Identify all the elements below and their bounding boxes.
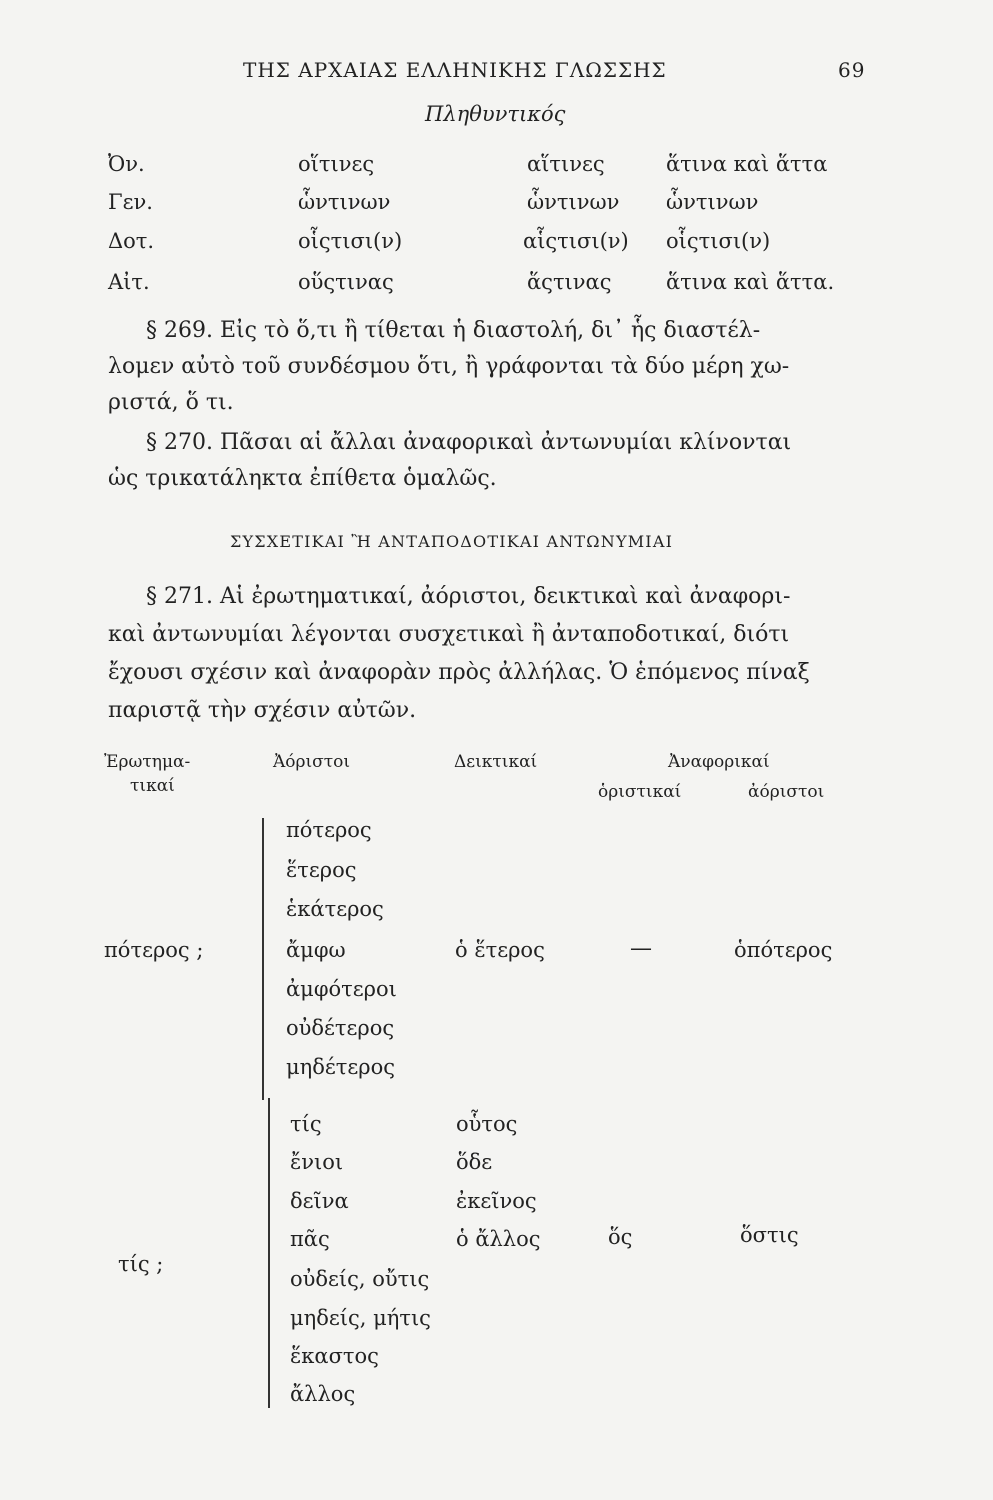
indefinite-form: πᾶς [290,1227,330,1251]
relative-indefinite-form: ὅστις [740,1223,799,1247]
case-label: Ὀν. [108,152,145,176]
interrogative-form: τίς ; [118,1252,164,1276]
indefinite-form: ἕτερος [286,858,357,882]
paragraph-269-line: § 269. Εἰς τὸ ὅ,τι ἢ τίθεται ἡ διαστολή, δι᾽ ἧς διαστέλ- [146,318,761,343]
masculine-form: οἵτινες [298,152,375,176]
column-header-interrogative-cont: τικαί [130,776,175,796]
case-label: Αἰτ. [108,270,150,294]
neuter-form: ἅτινα καὶ ἅττα [666,152,828,176]
indefinite-form: τίς [290,1112,322,1136]
indefinite-form: ἀμφότεροι [286,977,397,1001]
running-title: ΤΗΣ ΑΡΧΑΙΑΣ ΕΛΛΗΝΙΚΗΣ ΓΛΩΣΣΗΣ [243,58,667,82]
column-header-relative-indefinite: ἀόριστοι [748,782,825,802]
group-brace [268,1098,270,1408]
feminine-form: ἅςτινας [527,270,612,294]
paragraph-271-line: παριστᾷ τὴν σχέσιν αὐτῶν. [108,698,417,723]
section-title: ΣΥΣΧΕΤΙΚΑΙ Ἢ ΑΝΤΑΠΟΔΟΤΙΚΑΙ ΑΝΤΩΝΥΜΙΑΙ [230,532,674,551]
column-header-demonstrative: Δεικτικαί [454,752,538,772]
paragraph-269-line: ριστά, ὅ τι. [108,390,234,415]
paragraph-269-line: λομεν αὐτὸ τοῦ συνδέσμου ὅτι, ἢ γράφονται τὰ δύο μέρη χω- [108,354,790,379]
masculine-form: οἷςτισι(ν) [298,229,403,253]
plural-title: Πληθυντικός [425,102,566,126]
demonstrative-form: ὅδε [456,1150,493,1174]
column-header-relative: Ἀναφορικαί [668,752,770,772]
indefinite-form: δεῖνα [290,1189,349,1213]
indefinite-form: ἔνιοι [290,1150,344,1174]
neuter-form: ὧντινων [666,190,759,214]
indefinite-form: οὐδέτερος [286,1016,395,1040]
masculine-form: οὕςτινας [298,270,394,294]
relative-definite-form: ὅς [608,1225,633,1249]
case-label: Γεν. [108,190,153,214]
group-brace [262,818,264,1100]
indefinite-form: οὐδείς, οὔτις [290,1267,430,1291]
neuter-form: οἷςτισι(ν) [666,229,771,253]
paragraph-271-line: § 271. Αἱ ἐρωτηματικαί, ἀόριστοι, δεικτικαὶ καὶ ἀναφορι- [146,584,791,609]
feminine-form: ὧντινων [527,190,620,214]
interrogative-form: πότερος ; [104,938,204,962]
demonstrative-form: οὗτος [456,1112,518,1136]
demonstrative-form: ὁ ἄλλος [456,1227,541,1251]
paragraph-271-line: καὶ ἀντωνυμίαι λέγονται συσχετικαὶ ἢ ἀνταποδοτικαί, διότι [108,622,790,647]
demonstrative-form: ὁ ἕτερος [455,938,545,962]
relative-indefinite-form: ὁπότερος [734,938,833,962]
paragraph-271-line: ἔχουσι σχέσιν καὶ ἀναφορὰν πρὸς ἀλλήλας. Ὁ ἑπόμενος πίναξ [108,660,810,685]
indefinite-form: ἑκάτερος [286,897,384,921]
indefinite-form: μηδείς, μήτις [290,1306,431,1330]
relative-definite-dash: — [630,936,652,961]
indefinite-form: ἄλλος [290,1382,356,1406]
column-header-indefinite: Ἀόριστοι [273,752,351,772]
case-label: Δοτ. [108,229,155,253]
masculine-form: ὧντινων [298,190,391,214]
indefinite-form: ἄμφω [286,938,346,962]
column-header-interrogative: Ἐρωτημα- [104,752,191,772]
column-header-relative-definite: ὁριστικαί [598,782,682,802]
feminine-form: αἵτινες [527,152,605,176]
paragraph-270-line: § 270. Πᾶσαι αἱ ἄλλαι ἀναφορικαὶ ἀντωνυμίαι κλίνονται [146,430,792,455]
indefinite-form: μηδέτερος [286,1055,395,1079]
feminine-form: αἷςτισι(ν) [523,229,629,253]
indefinite-form: ἕκαστος [290,1344,379,1368]
paragraph-270-line: ὡς τρικατάληκτα ἐπίθετα ὁμαλῶς. [108,466,497,491]
neuter-form: ἅτινα καὶ ἅττα. [666,270,835,294]
demonstrative-form: ἐκεῖνος [456,1189,537,1213]
page-number: 69 [838,58,866,82]
indefinite-form: πότερος [286,818,372,842]
